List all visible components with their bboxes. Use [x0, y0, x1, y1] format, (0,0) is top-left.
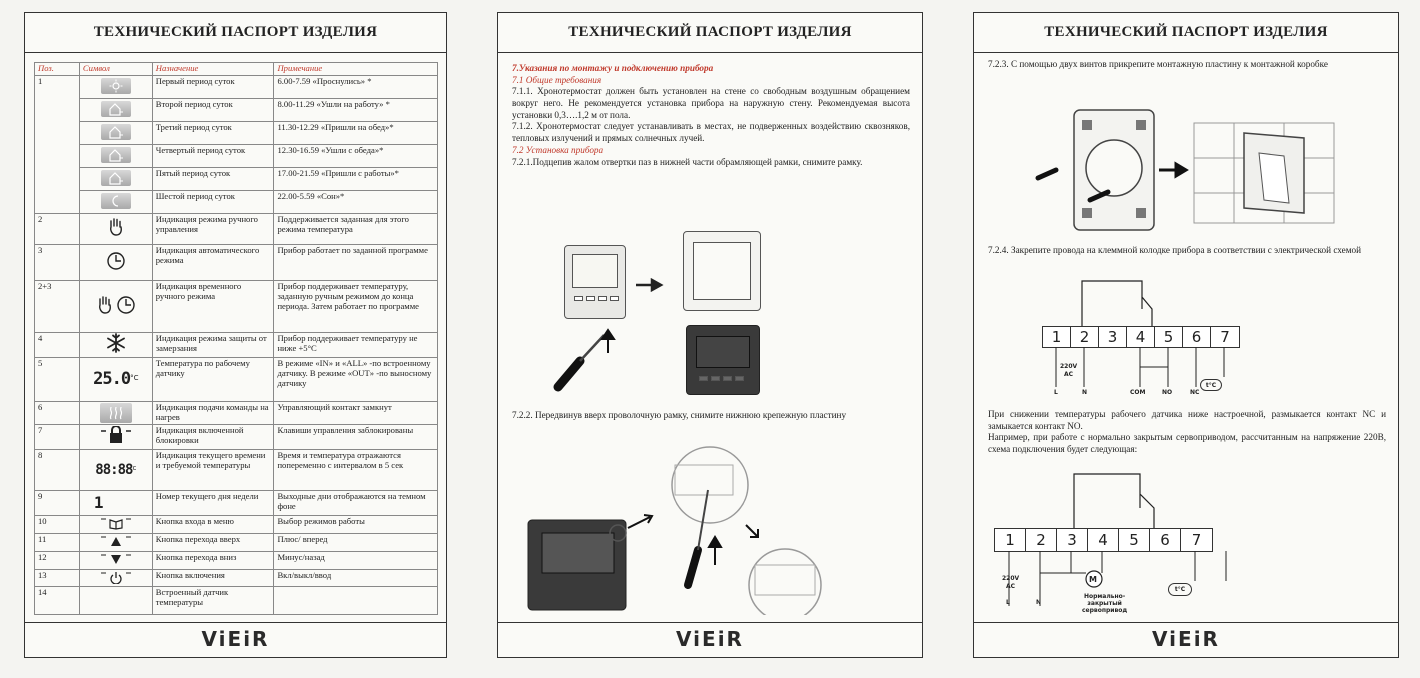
paragraph-7-2-4: 7.2.4. Закрепите провода на клеммной колодке прибора в соответствии с электрической схемой	[988, 245, 1362, 255]
servo-label	[1082, 593, 1127, 615]
page-3	[973, 12, 1399, 658]
cell-purpose: Третий период суток	[152, 121, 274, 144]
section-title: 7.Указания по монтажу и подключению прибора	[512, 63, 714, 73]
terminal: 7	[1220, 328, 1230, 346]
page-header: ТЕХНИЧЕСКИЙ ПАСПОРТ ИЗДЕЛИЯ	[974, 13, 1398, 53]
brand-logo: ViEiR	[1152, 627, 1220, 651]
table-row	[35, 98, 438, 121]
install-text	[512, 63, 910, 168]
footer-divider	[498, 622, 922, 623]
paragraph-7-1-1: 7.1.1. Хронотермостат должен быть установлен на стене со свободным воздушным обращением вокруг него. Не рекомендуется установка прибора на наружную стену. Рекомендуемая высота установки 0,3….1,2 м от пола.	[512, 86, 910, 120]
table-row	[35, 515, 438, 533]
label-com: COM	[1130, 389, 1146, 396]
cell-symbol	[79, 424, 152, 449]
cell-pos: 10	[35, 515, 80, 533]
plate-removal-figure	[510, 445, 920, 615]
cell-purpose: Индикация временного ручного режима	[152, 280, 274, 332]
cell-note: Управляющий контакт замкнут	[274, 401, 438, 424]
label-voltage: 220V	[1060, 363, 1078, 370]
cell-pos: 4	[35, 332, 80, 357]
snowflake-icon	[106, 333, 126, 353]
cell-pos: 3	[35, 244, 80, 280]
cell-purpose: Кнопка перехода вниз	[152, 551, 274, 569]
cell-purpose: Индикация подачи команды на нагрев	[152, 401, 274, 424]
cell-note: Прибор поддерживает температуру, заданную ручным режимом до конца периода. Затем работает по программе	[274, 280, 438, 332]
frame-figure	[683, 231, 761, 311]
clock-icon	[106, 251, 126, 271]
terminal: 5	[1119, 529, 1150, 551]
table-row	[35, 167, 438, 190]
footer-divider	[974, 622, 1398, 623]
servo-line-1: Нормально-	[1083, 593, 1126, 600]
terminal: 5	[1155, 327, 1183, 347]
table-row	[35, 533, 438, 551]
house-return-icon	[101, 124, 131, 140]
terminal: 3	[1057, 529, 1088, 551]
mounting-plate-figure	[1034, 108, 1354, 238]
temperature-unit: °C	[130, 373, 139, 382]
house-leave-icon	[101, 147, 131, 163]
house-leave-icon	[101, 101, 131, 117]
cell-pos: 5	[35, 357, 80, 401]
sun-icon	[101, 78, 131, 94]
cell-note: В режиме «IN» и «ALL» -по встроенному датчику. В режиме «OUT» -по выносному датчику	[274, 357, 438, 401]
relay-lines-2	[994, 472, 1254, 530]
cell-purpose: Индикация текущего времени и требуемой температуры	[152, 449, 274, 490]
motor-label: M	[1089, 575, 1097, 584]
brand-logo: ViEiR	[676, 627, 744, 651]
footer-divider	[25, 622, 446, 623]
paragraph-7-2-1: 7.2.1.Подцепив жалом отвертки паз в нижней части обрамляющей рамки, снимите рамку.	[512, 156, 863, 167]
table-row	[35, 357, 438, 401]
cell-purpose: Пятый период суток	[152, 167, 274, 190]
terminal: 6	[1183, 327, 1211, 347]
thermostat-screen	[572, 254, 618, 288]
terminal: 7	[1191, 531, 1202, 549]
cell-purpose: Кнопка входа в меню	[152, 515, 274, 533]
servo-line-2: закрытый	[1087, 600, 1122, 608]
label-n-2: N	[1036, 599, 1042, 606]
dark-buttons	[699, 376, 744, 381]
cell-symbol	[79, 75, 152, 98]
terminal: 2	[1026, 529, 1057, 551]
cell-symbol	[79, 280, 152, 332]
cell-note: 6.00-7.59 «Проснулись» *	[274, 75, 438, 98]
relay-lines-1	[1042, 279, 1242, 329]
cell-pos: 12	[35, 551, 80, 569]
table-row	[35, 75, 438, 98]
moon-icon	[101, 193, 131, 209]
cell-note: Плюс/ вперед	[274, 533, 438, 551]
day-number: 1	[93, 492, 103, 512]
paragraph-servo: Например, при работе с нормально закрытым сервоприводом, рассчитанным на напряжение 220В, схема подключения будет следующая:	[988, 432, 1386, 455]
cell-pos: 13	[35, 569, 80, 587]
cell-symbol	[79, 167, 152, 190]
hand-icon	[107, 217, 125, 237]
cell-pos: 1	[35, 75, 80, 213]
cell-purpose: Кнопка включения	[152, 569, 274, 587]
cell-purpose: Шестой период суток	[152, 190, 274, 213]
cell-note: Выходные дни отображаются на темном фоне	[274, 490, 438, 515]
cell-symbol	[79, 190, 152, 213]
cell-note: Минус/назад	[274, 551, 438, 569]
label-n: N	[1082, 389, 1088, 396]
menu-book-icon	[99, 516, 133, 530]
cell-note: 22.00-5.59 «Сон»*	[274, 190, 438, 213]
label-ac: AC	[1064, 371, 1074, 378]
terminal: 4	[1127, 327, 1155, 347]
table-row	[35, 280, 438, 332]
cell-purpose: Температура по рабочему датчику	[152, 357, 274, 401]
cell-purpose: Номер текущего дня недели	[152, 490, 274, 515]
terminal: 1	[995, 529, 1026, 551]
label-ac-2: AC	[1006, 583, 1016, 590]
paragraph-7-2-3: 7.2.3. С помощью двух винтов прикрепите монтажную пластину к монтажной коробке	[988, 59, 1328, 69]
paragraph-7-2-2: 7.2.2. Передвинув вверх проволочную рамку, снимите нижнюю крепежную пластину	[512, 410, 847, 420]
terminal: 3	[1099, 327, 1127, 347]
page-header: ТЕХНИЧЕСКИЙ ПАСПОРТ ИЗДЕЛИЯ	[25, 13, 446, 53]
terminal: 4	[1088, 529, 1119, 551]
table-row	[35, 449, 438, 490]
symbols-table	[34, 62, 438, 615]
table-row	[35, 213, 438, 244]
label-l: L	[1054, 389, 1058, 396]
table-row	[35, 244, 438, 280]
cell-note: 17.00-21.59 «Пришли с работы»*	[274, 167, 438, 190]
table-row	[35, 569, 438, 587]
table-row	[35, 424, 438, 449]
sensor-tc-2: t°C	[1168, 583, 1192, 596]
dark-screen	[696, 336, 750, 368]
cell-note: Время и температура отражаются попеременно с интервалом в 5 сек	[274, 449, 438, 490]
cell-note: Выбор режимов работы	[274, 515, 438, 533]
clock-readout: 88:88	[95, 461, 133, 478]
house-return-icon	[101, 170, 131, 186]
cell-symbol	[79, 244, 152, 280]
cell-symbol	[79, 533, 152, 551]
cell-symbol	[79, 213, 152, 244]
page-1	[24, 12, 447, 658]
cell-symbol	[79, 121, 152, 144]
cell-pos: 2+3	[35, 280, 80, 332]
table-row	[35, 144, 438, 167]
table-row	[35, 332, 438, 357]
cell-pos: 14	[35, 587, 80, 615]
paragraph-contacts: При снижении температуры рабочего датчика ниже настроечной, размыкается контакт NC и замыкается контакт NO.	[988, 409, 1386, 431]
cell-note: Прибор поддерживает температуру не ниже +5°С	[274, 332, 438, 357]
cell-pos: 7	[35, 424, 80, 449]
cell-purpose: Индикация режима защиты от замерзания	[152, 332, 274, 357]
cell-purpose: Второй период суток	[152, 98, 274, 121]
terminal-block-2	[994, 528, 1213, 552]
temperature-readout: 25.0	[93, 368, 131, 389]
arrow-right-icon	[634, 278, 666, 292]
subsection-install: 7.2 Установка прибора	[512, 144, 604, 155]
power-icon	[99, 570, 133, 584]
cell-note: Клавиши управления заблокированы	[274, 424, 438, 449]
label-voltage-2: 220V	[1002, 575, 1020, 582]
col-purpose: Назначение	[152, 63, 274, 76]
thermostat-figure	[564, 245, 626, 319]
table-row	[35, 490, 438, 515]
cell-symbol	[79, 357, 152, 401]
table-row	[35, 190, 438, 213]
cell-note	[274, 587, 438, 615]
page-header: ТЕХНИЧЕСКИЙ ПАСПОРТ ИЗДЕЛИЯ	[498, 13, 922, 53]
cell-pos: 8	[35, 449, 80, 490]
table-row	[35, 121, 438, 144]
paragraph-7-1-2: 7.1.2. Хронотермостат следует устанавливать в местах, не подверженных воздействию сквозняков, тепловых излучений и прямых солнечных лучей.	[512, 121, 910, 144]
clock-unit: c	[132, 463, 137, 472]
table-header-row	[35, 63, 438, 76]
page-2	[497, 12, 923, 658]
cell-pos: 11	[35, 533, 80, 551]
cell-purpose: Четвертый период суток	[152, 144, 274, 167]
cell-pos: 9	[35, 490, 80, 515]
frame-opening	[693, 242, 751, 300]
cell-symbol	[79, 449, 152, 490]
cell-note: 8.00-11.29 «Ушли на работу» *	[274, 98, 438, 121]
cell-note: 11.30-12.29 «Пришли на обед»*	[274, 121, 438, 144]
cell-note: Вкл/выкл/ввод	[274, 569, 438, 587]
cell-purpose: Кнопка перехода вверх	[152, 533, 274, 551]
col-note: Примечание	[274, 63, 438, 76]
terminal: 2	[1071, 327, 1099, 347]
heating-icon	[100, 403, 132, 423]
label-no: NO	[1162, 389, 1173, 396]
table-row	[35, 401, 438, 424]
cell-purpose: Индикация автоматического режима	[152, 244, 274, 280]
cell-purpose: Индикация режима ручного управления	[152, 213, 274, 244]
cell-note: 12.30-16.59 «Ушли с обеда»*	[274, 144, 438, 167]
subsection-general: 7.1 Общие требования	[512, 74, 602, 85]
cell-pos: 2	[35, 213, 80, 244]
col-symbol: Символ	[79, 63, 152, 76]
hand-icon	[96, 295, 114, 315]
terminal: 6	[1150, 529, 1181, 551]
cell-purpose: Первый период суток	[152, 75, 274, 98]
lock-icon	[99, 426, 133, 444]
arrow-up-icon	[99, 534, 133, 548]
cell-symbol	[79, 569, 152, 587]
col-pos: Поз.	[35, 63, 80, 76]
servo-line-3: сервопривод	[1082, 607, 1128, 615]
cell-symbol	[79, 144, 152, 167]
cell-symbol	[79, 401, 152, 424]
label-nc: NC	[1190, 389, 1200, 396]
cell-symbol	[79, 587, 152, 615]
thermostat-buttons	[574, 296, 619, 301]
cell-symbol	[79, 515, 152, 533]
brand-logo: ViEiR	[201, 627, 270, 651]
table-row	[35, 587, 438, 615]
table-row	[35, 551, 438, 569]
arrow-down-icon	[99, 552, 133, 566]
cell-symbol	[79, 551, 152, 569]
thermostat-dark-figure	[686, 325, 760, 395]
cell-symbol	[79, 490, 152, 515]
cell-note: Прибор работает по заданной программе	[274, 244, 438, 280]
cell-symbol	[79, 332, 152, 357]
screwdriver-icon	[546, 325, 622, 403]
cell-symbol	[79, 98, 152, 121]
terminal-block-1	[1042, 326, 1240, 348]
cell-purpose: Встроенный датчик температуры	[152, 587, 274, 615]
cell-note: Поддерживается заданная для этого режима температура	[274, 213, 438, 244]
label-l-2: L	[1006, 599, 1010, 606]
terminal: 1	[1043, 327, 1071, 347]
sensor-tc: t°C	[1200, 379, 1222, 391]
cell-purpose: Индикация включенной блокировки	[152, 424, 274, 449]
clock-icon	[116, 295, 136, 315]
cell-pos: 6	[35, 401, 80, 424]
wiring-notes	[988, 409, 1386, 456]
